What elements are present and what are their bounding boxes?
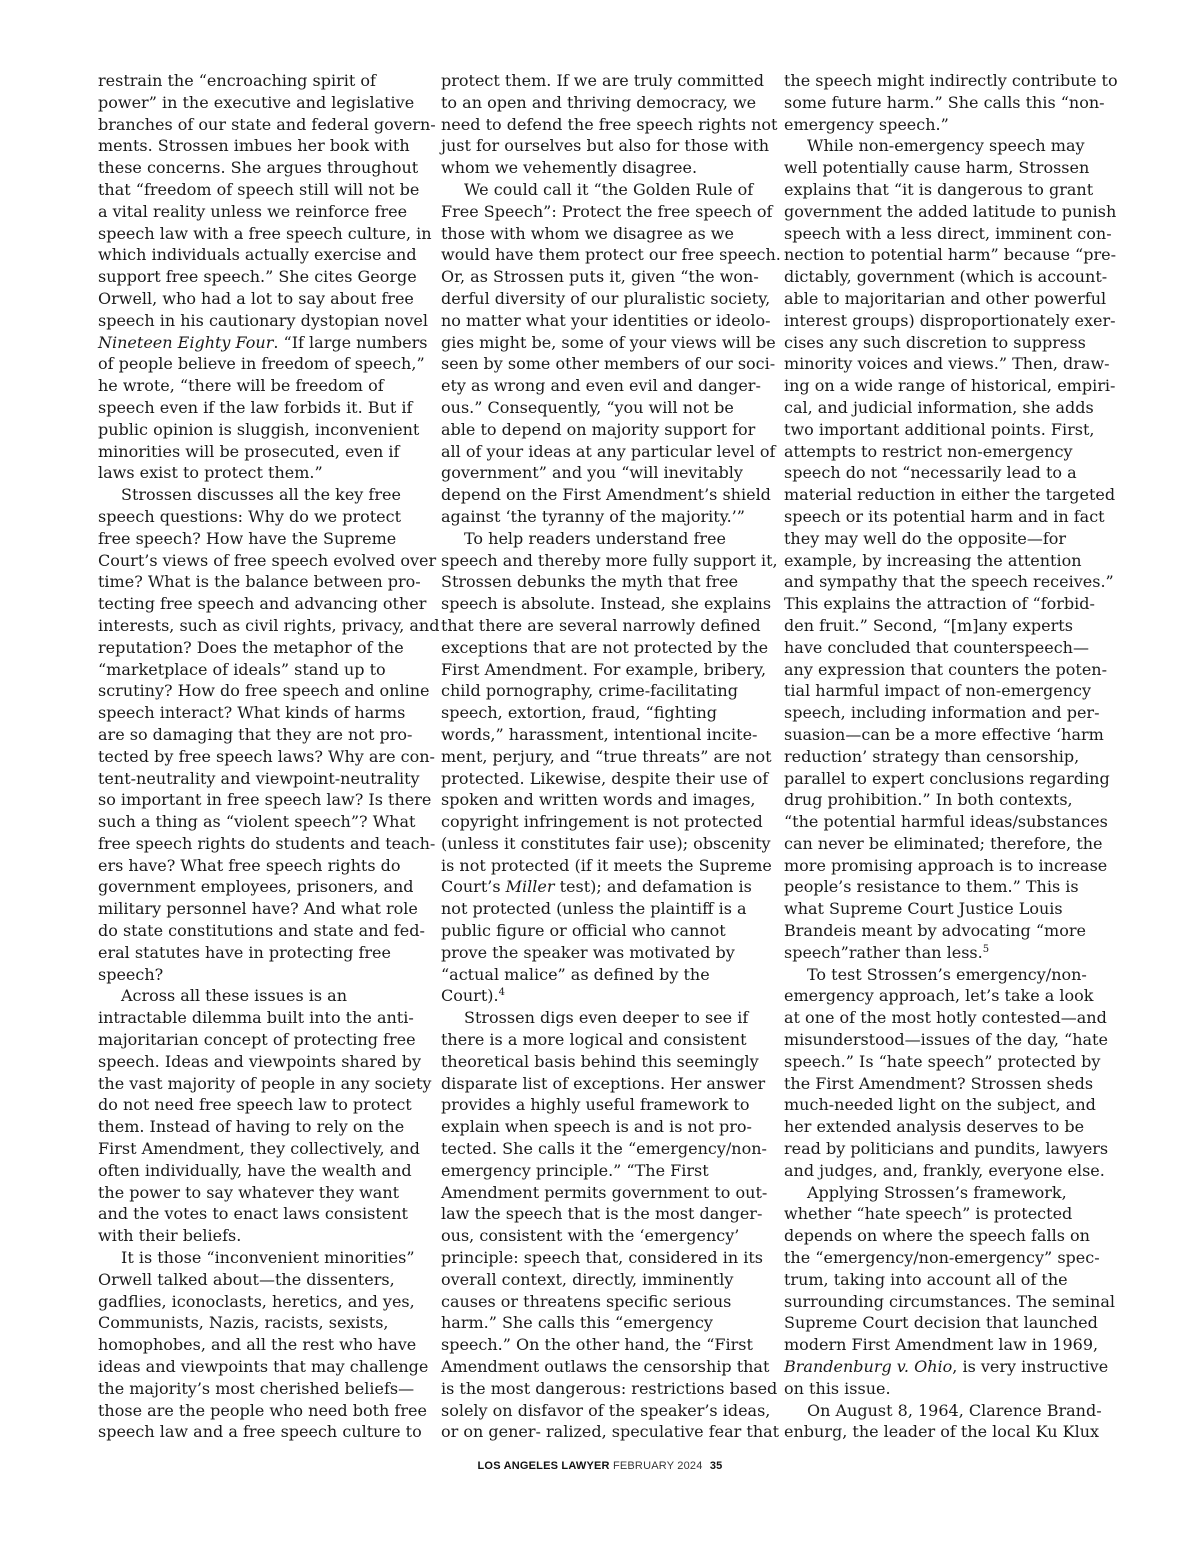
text-line: disparate list of exceptions. Her answer — [441, 1073, 766, 1093]
text-line: often individually, have the wealth and — [98, 1160, 412, 1180]
text-line: those are the people who need both free — [98, 1400, 427, 1420]
text-line: her extended analysis deserves to be — [784, 1117, 1085, 1137]
page-footer — [0, 1460, 1200, 1472]
text-line: prove the speaker was motivated by — [441, 942, 735, 962]
page-number: 35 — [709, 1460, 723, 1472]
text-line: or on gener- ralized, speculative fear that — [441, 1422, 780, 1442]
text-line: to an open and thriving democracy, we — [441, 92, 757, 112]
text-line: power” in the executive and legislative — [98, 92, 415, 112]
text-line: Brandeis meant by advocating “more — [784, 921, 1086, 941]
text-line: Orwell talked about—the dissenters, — [98, 1269, 395, 1289]
text-line: so important in free speech law? Is there — [98, 790, 432, 810]
text-line: Strossen digs even deeper to see if — [464, 1008, 749, 1028]
text-line: time? What is the balance between pro- — [98, 572, 421, 592]
text-line: tected. She calls it the “emergency/non- — [441, 1139, 767, 1159]
text-line: do not need free speech law to protect — [98, 1095, 412, 1115]
text-line: ers have? What free speech rights do — [98, 855, 401, 875]
text-line: majoritarian concept of protecting free — [98, 1030, 416, 1050]
paragraph — [441, 70, 778, 179]
text-line: Nineteen Eighty Four. “If large numbers — [98, 332, 428, 352]
text-line: Communists, Nazis, racists, sexists, — [98, 1313, 389, 1333]
paragraph — [98, 70, 436, 484]
text-line: seen by some other members of our soci- — [441, 354, 776, 374]
text-line: public figure or official who cannot — [441, 921, 726, 941]
text-line: a vital reality unless we reinforce free — [98, 201, 408, 221]
text-line: speech interact? What kinds of harms — [98, 703, 406, 723]
text-line: can never be eliminated; therefore, the — [784, 833, 1103, 853]
text-line: Across all these issues is an — [121, 986, 347, 1006]
text-line: drug prohibition.” In both contexts, — [784, 790, 1073, 810]
paragraph — [784, 964, 1109, 1182]
text-line: they may well do the opposite—for — [784, 528, 1067, 548]
text-line: whom we vehemently disagree. — [441, 158, 698, 178]
text-line: tent-neutrality and viewpoint-neutrality — [98, 768, 420, 788]
text-line: Brandenburg v. Ohio, is very instructive — [784, 1357, 1109, 1377]
text-line: people’s resistance to them.” This is — [784, 877, 1079, 897]
text-line: government” and you “will inevitably — [441, 463, 743, 483]
text-line: eral statutes have in protecting free — [98, 942, 391, 962]
text-line: cises any such discretion to suppress — [784, 332, 1086, 352]
text-line: Court’s Miller test); and defamation is — [441, 877, 752, 897]
text-line: support free speech.” She cites George — [98, 267, 417, 287]
text-line: “actual malice” as defined by the — [441, 964, 710, 984]
text-line: speech law with a free speech culture, in — [98, 223, 432, 243]
text-line: two important additional points. First, — [784, 419, 1095, 439]
text-line: which individuals actually exercise and — [98, 245, 417, 265]
text-line: provides a highly useful framework to — [441, 1095, 750, 1115]
text-line: Strossen debunks the myth that free — [441, 572, 739, 592]
text-line: and sympathy that the speech receives.” — [784, 572, 1114, 592]
text-line: cal, and judicial information, she adds — [784, 397, 1094, 417]
text-line: restrain the “encroaching spirit of — [98, 71, 376, 90]
text-line: material reduction in either the targeted — [784, 485, 1116, 505]
text-line: words,” harassment, intentional incite- — [441, 724, 758, 744]
paragraph — [441, 528, 778, 1008]
text-line: It is those “inconvenient minorities” — [121, 1248, 415, 1268]
text-line: these concerns. She argues throughout — [98, 158, 419, 178]
text-line: theoretical basis behind this seemingly — [441, 1051, 759, 1071]
text-line: explains that “it is dangerous to grant — [784, 179, 1094, 199]
text-line: “the potential harmful ideas/substances — [784, 812, 1108, 832]
text-line: On August 8, 1964, Clarence Brand- — [807, 1400, 1102, 1420]
text-line: is the most dangerous: restrictions based — [441, 1378, 778, 1398]
text-line: speech questions: Why do we protect — [98, 506, 402, 526]
text-line: gies might be, some of your views will be — [441, 332, 776, 352]
text-line: well potentially cause harm, Strossen — [784, 158, 1090, 178]
text-line: protect them. If we are truly committed — [441, 71, 765, 90]
text-line: To test Strossen’s emergency/non- — [807, 964, 1087, 984]
text-line: free speech rights do students and teach- — [98, 833, 436, 853]
text-line: the speech might indirectly contribute to — [784, 71, 1118, 90]
text-line: example, by increasing the attention — [784, 550, 1082, 570]
text-line: modern First Amendment law in 1969, — [784, 1335, 1099, 1355]
text-line: tecting free speech and advancing other — [98, 594, 427, 614]
text-line: interest groups) disproportionately exer- — [784, 310, 1116, 330]
issue-date: FEBRUARY 2024 — [612, 1460, 703, 1472]
text-line: ous.” Consequently, “you will not be — [441, 397, 734, 417]
text-line: speech”rather than less.$^5$ — [784, 942, 990, 962]
paragraph — [784, 1182, 1115, 1400]
paragraph — [784, 70, 1118, 135]
text-line: speech even if the law forbids it. But if — [98, 397, 413, 417]
text-line: government employees, prisoners, and — [98, 877, 414, 897]
text-line: would have them protect our free speech. — [441, 245, 781, 265]
text-line: what Supreme Court Justice Louis — [784, 899, 1063, 919]
paragraph — [98, 1247, 429, 1443]
paragraph — [784, 1400, 1104, 1444]
text-line: just for ourselves but also for those with — [441, 136, 770, 156]
text-line: minorities will be prosecuted, even if — [98, 441, 400, 461]
text-line: We could call it “the Golden Rule of — [464, 179, 754, 199]
text-line: against ‘the tyranny of the majority.’” — [441, 506, 745, 526]
text-line: do state constitutions and state and fed- — [98, 921, 425, 941]
text-line: gadflies, iconoclasts, heretics, and yes, — [98, 1291, 415, 1311]
text-line: child pornography, crime-facilitating — [441, 681, 738, 701]
text-line: enburg, the leader of the local Ku Klux — [784, 1422, 1100, 1442]
text-line: emergency speech.” — [784, 114, 949, 134]
text-line: that there are several narrowly defined — [441, 615, 761, 635]
text-line: copyright infringement is not protected — [441, 812, 763, 832]
text-line: ing on a wide range of historical, empiri- — [784, 376, 1116, 396]
text-line: exceptions that are not protected by the — [441, 637, 769, 657]
text-line: speech in his cautionary dystopian novel — [98, 310, 428, 330]
text-line: all of your ideas at any particular level of — [441, 441, 776, 461]
text-line: speech. Ideas and viewpoints shared by — [98, 1051, 421, 1071]
text-line: need to defend the free speech rights not — [441, 114, 778, 134]
text-line: reduction’ strategy than censorship, — [784, 746, 1080, 766]
text-line: public opinion is sluggish, inconvenient — [98, 419, 420, 439]
text-line: ous, consistent with the ‘emergency’ — [441, 1226, 740, 1246]
text-line: Court’s views of free speech evolved over — [98, 550, 437, 570]
text-line: speech is absolute. Instead, she explains — [441, 594, 772, 614]
text-line: Strossen discusses all the key free — [121, 485, 401, 505]
text-line: such a thing as “violent speech”? What — [98, 812, 416, 832]
text-line: are so damaging that they are not pro- — [98, 724, 413, 744]
text-line: “marketplace of ideals” stand up to — [98, 659, 386, 679]
text-line: ety as wrong and even evil and danger- — [441, 376, 761, 396]
text-line: no matter what your identities or ideolo- — [441, 310, 771, 330]
text-line: speech and thereby more fully support it, — [441, 550, 778, 570]
text-line: emergency approach, let’s take a look — [784, 986, 1094, 1006]
text-line: depend on the First Amendment’s shield — [441, 485, 771, 505]
text-line: speech.” On the other hand, the “First — [441, 1335, 753, 1355]
text-line: tial harmful impact of non-emergency — [784, 681, 1091, 701]
text-line: ments. Strossen imbues her book with — [98, 136, 410, 156]
text-line: Supreme Court decision that launched — [784, 1313, 1098, 1333]
text-line: able to depend on majority support for — [441, 419, 756, 439]
text-line: branches of our state and federal govern- — [98, 114, 436, 134]
text-line: on this issue. — [784, 1378, 891, 1398]
text-line: free speech? How have the Supreme — [98, 528, 397, 548]
text-line: homophobes, and all the rest who have — [98, 1335, 417, 1355]
text-line: solely on disfavor of the speaker’s ideas, — [441, 1400, 771, 1420]
text-line: law the speech that is the most danger- — [441, 1204, 763, 1224]
text-line: attempts to restrict non-emergency — [784, 441, 1073, 461]
paragraph — [98, 985, 432, 1247]
text-line: military personnel have? And what role — [98, 899, 418, 919]
text-line: Or, as Strossen puts it, given “the won- — [441, 267, 759, 287]
paragraph — [441, 1007, 780, 1443]
text-line: spoken and written words and images, — [441, 790, 756, 810]
text-line: Court).$^4$ — [441, 986, 505, 1006]
text-column-3 — [784, 70, 1118, 1443]
text-line: whether “hate speech” is protected — [784, 1204, 1073, 1224]
text-line: Applying Strossen’s framework, — [807, 1182, 1067, 1202]
text-line: causes or threatens specific serious — [441, 1291, 732, 1311]
text-line: suasion—can be a more effective ‘harm — [784, 724, 1104, 744]
text-line: able to majoritarian and other powerful — [784, 288, 1107, 308]
text-line: principle: speech that, considered in its — [441, 1248, 763, 1268]
text-line: more promising approach is to increase — [784, 855, 1108, 875]
text-line: speech? — [98, 964, 164, 984]
text-line: overall context, directly, imminently — [441, 1269, 734, 1289]
text-line: scrutiny? How do free speech and online — [98, 681, 430, 701]
text-line: ideas and viewpoints that may challenge — [98, 1357, 429, 1377]
text-line: intractable dilemma built into the anti- — [98, 1008, 414, 1028]
paragraph — [441, 179, 781, 528]
text-line: the First Amendment? Strossen sheds — [784, 1073, 1094, 1093]
text-line: Amendment outlaws the censorship that — [441, 1357, 770, 1377]
text-line: derful diversity of our pluralistic society, — [441, 288, 771, 308]
text-line: protected. Likewise, despite their use of — [441, 768, 769, 788]
text-line: trum, taking into account all of the — [784, 1269, 1068, 1289]
text-line: To help readers understand free — [464, 528, 726, 548]
text-line: speech do not “necessarily lead to a — [784, 463, 1077, 483]
text-line: reputation? Does the metaphor of the — [98, 637, 404, 657]
text-line: minority voices and views.” Then, draw- — [784, 354, 1110, 374]
text-line: there is a more logical and consistent — [441, 1030, 747, 1050]
text-line: and the votes to enact laws consistent — [98, 1204, 408, 1224]
text-line: with their beliefs. — [98, 1226, 242, 1246]
text-line: not protected (unless the plaintiff is a — [441, 899, 747, 919]
text-column-2 — [441, 70, 781, 1443]
text-line: First Amendment. For example, bribery, — [441, 659, 767, 679]
text-line: tected by free speech laws? Why are con- — [98, 746, 435, 766]
text-column-1 — [98, 70, 440, 1443]
text-line: ment, perjury, and “true threats” are not — [441, 746, 772, 766]
text-line: some future harm.” She calls this “non- — [784, 92, 1105, 112]
text-line: he wrote, “there will be freedom of — [98, 376, 384, 396]
text-line: government the added latitude to punish — [784, 201, 1117, 221]
text-line: While non-emergency speech may — [807, 136, 1085, 156]
text-line: the “emergency/non-emergency” spec- — [784, 1248, 1100, 1268]
text-line: speech.” Is “hate speech” protected by — [784, 1051, 1101, 1071]
text-line: speech, including information and per- — [784, 703, 1100, 723]
text-line: read by politicians and pundits, lawyers — [784, 1139, 1109, 1159]
text-line: speech law and a free speech culture to — [98, 1422, 422, 1442]
text-line: have concluded that counterspeech— — [784, 637, 1089, 657]
text-line: nection to potential harm” because “pre- — [784, 245, 1116, 265]
text-line: explain when speech is and is not pro- — [441, 1117, 752, 1137]
text-line: any expression that counters the poten- — [784, 659, 1107, 679]
text-line: Orwell, who had a lot to say about free — [98, 288, 414, 308]
text-line: interests, such as civil rights, privacy, and — [98, 615, 440, 635]
text-line: misunderstood—issues of the day, “hate — [784, 1030, 1108, 1050]
text-line: and judges, and, frankly, everyone else. — [784, 1160, 1105, 1180]
text-line: speech, extortion, fraud, “fighting — [441, 703, 718, 723]
text-line: much-needed light on the subject, and — [784, 1095, 1096, 1115]
text-line: of people believe in freedom of speech,” — [98, 354, 425, 374]
text-line: den fruit.” Second, “[m]any experts — [784, 615, 1073, 635]
text-line: (unless it constitutes fair use); obscenity — [441, 833, 771, 853]
text-line: is not protected (if it meets the Supreme — [441, 855, 772, 875]
text-line: speech or its potential harm and in fact — [784, 506, 1105, 526]
text-line: emergency principle.” “The First — [441, 1160, 709, 1180]
text-line: dictably, government (which is account- — [784, 267, 1108, 287]
text-line: Free Speech”: Protect the free speech of — [441, 201, 773, 221]
publication-name: LOS ANGELES LAWYER — [477, 1460, 610, 1472]
text-line: surrounding circumstances. The seminal — [784, 1291, 1115, 1311]
text-line: the majority’s most cherished beliefs— — [98, 1378, 415, 1398]
text-line: speech with a less direct, imminent con- — [784, 223, 1112, 243]
text-line: them. Instead of having to rely on the — [98, 1117, 405, 1137]
text-line: at one of the most hotly contested—and — [784, 1008, 1107, 1028]
text-line: those with whom we disagree as we — [441, 223, 734, 243]
text-line: First Amendment, they collectively, and — [98, 1139, 420, 1159]
text-line: that “freedom of speech still will not be — [98, 179, 420, 199]
paragraph — [98, 484, 440, 985]
paragraph — [784, 135, 1117, 963]
text-line: harm.” She calls this “emergency — [441, 1313, 713, 1333]
text-line: parallel to expert conclusions regarding — [784, 768, 1110, 788]
text-line: This explains the attraction of “forbid- — [784, 594, 1095, 614]
text-line: the vast majority of people in any society — [98, 1073, 432, 1093]
text-line: laws exist to protect them.” — [98, 463, 323, 483]
text-line: depends on where the speech falls on — [784, 1226, 1090, 1246]
text-line: the power to say whatever they want — [98, 1182, 400, 1202]
text-line: Amendment permits government to out- — [441, 1182, 768, 1202]
